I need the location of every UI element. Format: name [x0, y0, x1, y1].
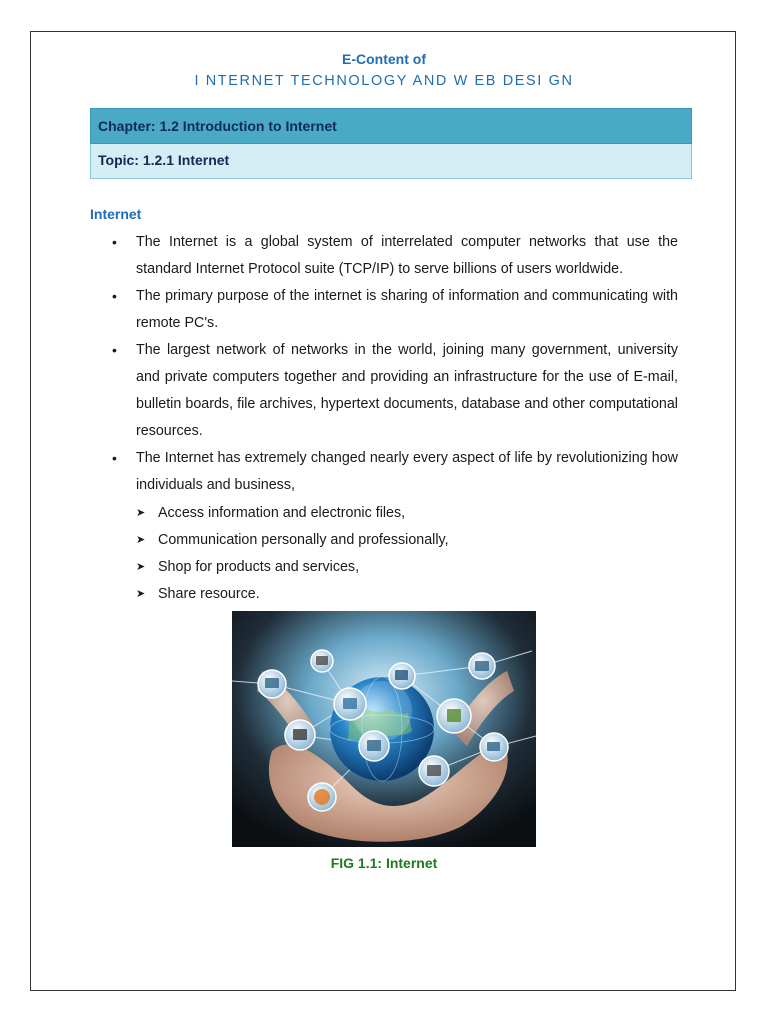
figure-caption: FIG 1.1: Internet — [330, 855, 438, 871]
list-item — [90, 229, 678, 283]
sub-bullet-text: Shop for products and services, — [158, 559, 360, 575]
sub-list-item — [136, 554, 449, 581]
arrow-bullet-icon: ➤ — [136, 507, 146, 519]
chapter-bar: Chapter: 1.2 Introduction to Internet — [90, 108, 692, 144]
sub-list-item — [136, 581, 449, 608]
sub-list-item — [136, 500, 449, 527]
bullet-icon: • — [112, 234, 117, 250]
arrow-bullet-icon: ➤ — [136, 561, 146, 573]
sub-list-item — [136, 527, 449, 554]
sub-bullet-text: Communication personally and professionally, — [158, 532, 449, 548]
bullet-text: The primary purpose of the internet is sharing of information and communicating with remote PC's. — [136, 288, 678, 331]
arrow-bullet-icon: ➤ — [136, 588, 146, 600]
list-item — [90, 445, 678, 499]
bullet-icon: • — [112, 288, 117, 304]
internet-globe-image — [232, 611, 536, 847]
list-item — [90, 283, 678, 337]
sub-bullet-text: Share resource. — [158, 586, 260, 602]
sub-bullet-list — [136, 500, 449, 608]
arrow-bullet-icon: ➤ — [136, 534, 146, 546]
bullet-text: The Internet has extremely changed nearly every aspect of life by revolutionizing how individuals and business, — [136, 450, 678, 493]
header-econtent: E-Content of — [342, 51, 426, 67]
section-title: Internet — [90, 206, 142, 222]
bullet-list — [90, 229, 678, 499]
bullet-icon: • — [112, 450, 117, 466]
list-item — [90, 337, 678, 445]
bullet-text: The largest network of networks in the world, joining many government, university and private computers together and providing an infrastructure for the use of E-mail, bulletin boards, file archives, hypertext documents, database and other computational resources. — [136, 342, 678, 439]
header-course-title: I NTERNET TECHNOLOGY AND W EB DESI GN — [194, 73, 574, 89]
bullet-icon: • — [112, 342, 117, 358]
sub-bullet-text: Access information and electronic files, — [158, 505, 406, 521]
bullet-text: The Internet is a global system of interrelated computer networks that use the standard Internet Protocol suite (TCP/IP) to serve billions of users worldwide. — [136, 234, 678, 277]
topic-bar: Topic: 1.2.1 Internet — [90, 144, 692, 179]
